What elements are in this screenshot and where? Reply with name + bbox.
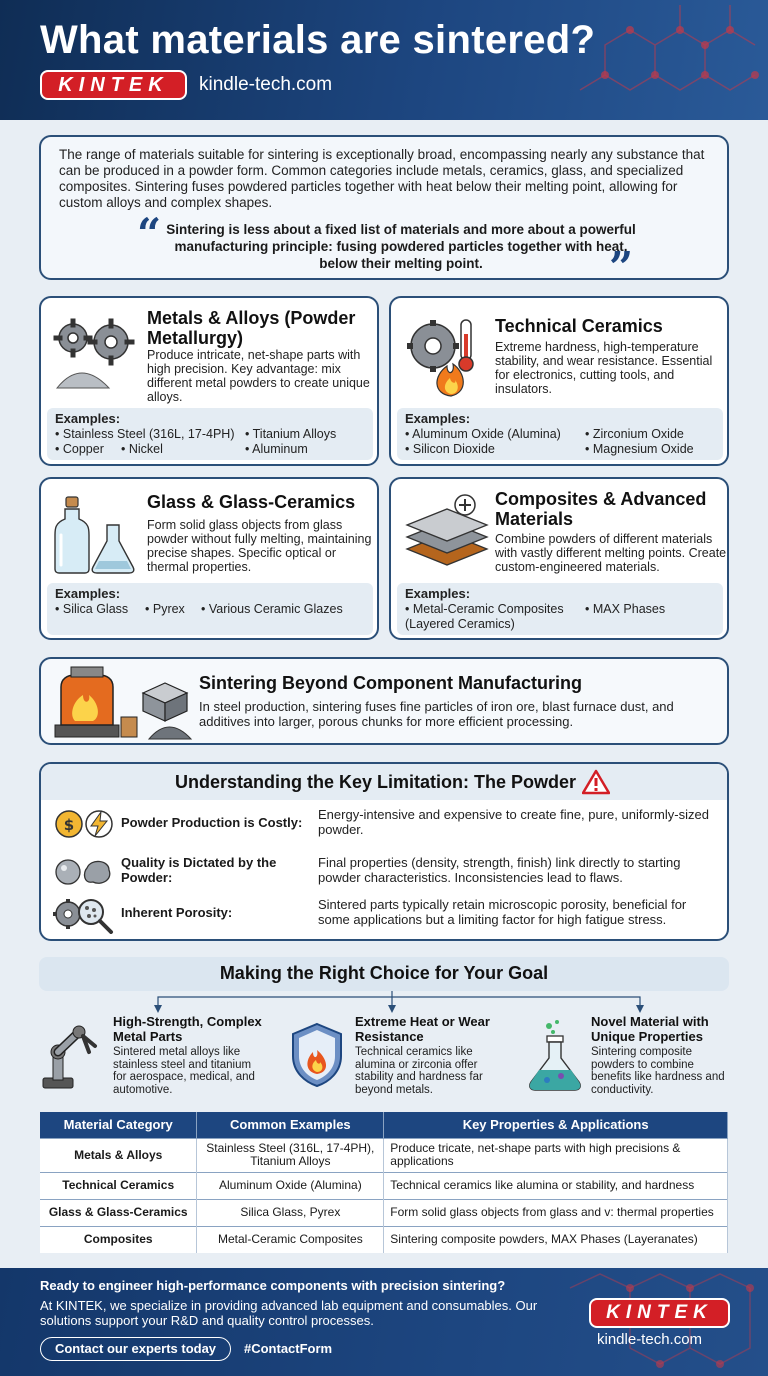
intro-quote: Sintering is less about a fixed list of materials and more about a powerful manufacturing principle: fusing powdered particles together with heat, below their melting point.	[166, 222, 636, 271]
example-item: Titanium Alloys	[252, 427, 337, 441]
glass-bottle-flask-icon	[53, 495, 137, 575]
site-url[interactable]: kindle-tech.com	[597, 1331, 703, 1348]
example-item: Zirconium Oxide	[592, 427, 684, 441]
example-item: Silicon Dioxide	[412, 442, 495, 456]
example-item: Silica Glass	[62, 602, 129, 616]
kintek-logo[interactable]	[42, 72, 185, 98]
thermometer-flame-icon	[403, 314, 485, 398]
glass-title: Glass & Glass-Ceramics	[147, 492, 356, 512]
choice-desc: Sintering composite powders to combine benefits like hardness and conductivity.	[591, 1046, 725, 1096]
table-cell: Technical Ceramics	[40, 1172, 197, 1199]
fire-shield-icon	[289, 1022, 345, 1088]
card-metals	[39, 296, 379, 466]
example-item: Aluminum	[252, 442, 308, 456]
card-glass	[39, 477, 379, 640]
limitation-desc: Energy-intensive and expensive to create fine, pure, uniformly-sized powder.	[318, 807, 709, 837]
example-item: Aluminum Oxide (Alumina)	[412, 427, 561, 441]
example-item: Various Ceramic Glazes	[208, 602, 343, 616]
table-header: Common Examples	[197, 1112, 384, 1138]
intro-paragraph: The range of materials suitable for sintering is exceptionally broad, encompassing nearly any substance that can be produced in a powder form. Common categories include metals, ceramics, glass, and specialized composites. Sintering fuses powdered particles together with heat below their melting point, allowing for custom alloys and complex shapes.	[59, 147, 705, 210]
choice-heading: Novel Material with Unique Properties	[591, 1014, 709, 1044]
footer-banner	[0, 1268, 768, 1376]
footer-headline: Ready to engineer high-performance components with precision sintering?	[40, 1278, 506, 1293]
layered-composite-icon	[403, 493, 489, 573]
table-header-row	[40, 1112, 728, 1138]
choice-desc: Technical ceramics like alumina or zirconia offer stability and hardness far beyond metals.	[355, 1046, 483, 1096]
gears-icon	[51, 316, 139, 392]
logo-text: KINTEK	[606, 1302, 713, 1323]
glass-examples: Examples: • Silica Glass • Pyrex • Various Ceramic Glazes	[47, 583, 373, 635]
card-composites	[389, 477, 729, 640]
table-row	[40, 1226, 728, 1253]
ceramics-desc: Extreme hardness, high-temperature stability, and wear resistance. Essential for electronics, cutting tools, and insulators.	[495, 340, 713, 396]
spheres-icon	[53, 856, 115, 888]
card-ceramics	[389, 296, 729, 466]
ceramics-examples: Examples: • Aluminum Oxide (Alumina) • Zirconium Oxide • Silicon Dioxide • Magnesium Oxide	[397, 408, 723, 460]
footer-body: At KINTEK, we specialize in providing advanced lab equipment and consumables. Our solutions support your R&D and quality control processes.	[40, 1298, 538, 1328]
robot-arm-icon	[39, 1024, 105, 1090]
beyond-title: Sintering Beyond Component Manufacturing	[199, 673, 582, 693]
beyond-desc: In steel production, sintering fuses fine particles of iron ore, blast furnace dust, and additives into larger, porous chunks for more efficient processing.	[199, 699, 674, 729]
logo-text: KINTEK	[58, 74, 169, 96]
flask-icon	[527, 1020, 585, 1092]
examples-label: Examples:	[405, 411, 471, 426]
contact-button[interactable]: Contact our experts today	[40, 1337, 231, 1361]
examples-label: Examples:	[55, 411, 121, 426]
ceramics-title: Technical Ceramics	[495, 316, 663, 336]
table-row	[40, 1138, 728, 1172]
examples-label: Examples:	[55, 586, 121, 601]
coin-lightning-icon	[53, 808, 115, 840]
limitation-title: Understanding the Key Limitation: The Powder	[175, 772, 577, 792]
example-item: Copper	[62, 442, 104, 456]
composites-title: Composites & Advanced Materials	[495, 489, 707, 529]
table-row	[40, 1172, 728, 1199]
limitation-row	[41, 892, 727, 941]
example-item: Metal-Ceramic Composites (Layered Ceramics)	[405, 602, 564, 631]
table-cell: Composites	[40, 1226, 197, 1253]
table-header: Key Properties & Applications	[384, 1112, 728, 1138]
warning-icon	[582, 769, 610, 795]
limitation-card	[39, 762, 729, 941]
table-row	[40, 1199, 728, 1226]
choice-heading: Extreme Heat or Wear Resistance	[355, 1014, 490, 1044]
table-cell: Produce tricate, net-shape parts with high precisions & applications	[384, 1138, 728, 1172]
page-title: What materials are sintered?	[40, 18, 596, 62]
beyond-card	[39, 657, 729, 745]
example-item: Nickel	[128, 442, 163, 456]
choice-items	[39, 1010, 729, 1105]
contact-form-tag[interactable]: #ContactForm	[244, 1341, 333, 1356]
limitation-desc: Final properties (density, strength, finish) link directly to starting powder characteristics. Inconsistencies lead to flaws.	[318, 855, 681, 885]
limitation-name: Quality is Dictated by the Powder:	[121, 855, 277, 885]
limitation-row	[41, 802, 727, 852]
metals-examples: Examples: • Stainless Steel (316L, 17-4PH) • Titanium Alloys • Copper • Nickel • Aluminum	[47, 408, 373, 460]
choice-desc: Sintered metal alloys like stainless steel and titanium for aerospace, medical, and automotive.	[113, 1046, 255, 1096]
table-cell: Sintering composite powders, MAX Phases (Layeranates)	[384, 1226, 728, 1253]
header-banner	[0, 0, 768, 120]
furnace-icon	[53, 665, 193, 741]
example-item: Pyrex	[152, 602, 185, 616]
table-header: Material Category	[40, 1112, 197, 1138]
table-cell: Glass & Glass-Ceramics	[40, 1199, 197, 1226]
limitation-name: Powder Production is Costly:	[121, 815, 303, 830]
limitation-name: Inherent Porosity:	[121, 905, 233, 920]
choice-heading: High-Strength, Complex Metal Parts	[113, 1014, 262, 1044]
composites-desc: Combine powders of different materials with vastly different melting points. Create custom-engineered materials.	[495, 532, 727, 574]
summary-table	[40, 1112, 728, 1253]
site-url[interactable]: kindle-tech.com	[199, 74, 333, 95]
limitation-desc: Sintered parts typically retain microscopic porosity, beneficial for some applications but a limiting factor for high fatigue stress.	[318, 897, 687, 927]
table-cell: Silica Glass, Pyrex	[197, 1199, 384, 1226]
example-item: Stainless Steel (316L, 17-4PH)	[62, 427, 235, 441]
metals-title: Metals & Alloys (Powder Metallurgy)	[147, 308, 356, 348]
intro-card	[39, 135, 729, 280]
composites-examples: Examples: • Metal-Ceramic Composites (Layered Ceramics) • MAX Phases	[397, 583, 723, 635]
magnifier-gear-icon	[53, 894, 115, 934]
table-cell: Metals & Alloys	[40, 1138, 197, 1172]
table-cell: Stainless Steel (316L, 17-4PH), Titanium Alloys	[197, 1138, 384, 1172]
choice-title: Making the Right Choice for Your Goal	[219, 963, 549, 983]
example-item: Magnesium Oxide	[592, 442, 694, 456]
table-cell: Metal-Ceramic Composites	[197, 1226, 384, 1253]
table-cell: Aluminum Oxide (Alumina)	[197, 1172, 384, 1199]
open-quote-icon: “	[137, 209, 162, 258]
example-item: MAX Phases	[592, 602, 666, 616]
metals-desc: Produce intricate, net-shape parts with high precision. Key advantage: mix different metal powders to create unique alloys.	[147, 348, 370, 404]
glass-desc: Form solid glass objects from glass powder without fully melting, maintaining precise shapes. Specific optical or thermal properties.	[147, 518, 372, 574]
svg-text:$: $	[63, 816, 75, 834]
close-quote-icon: ”	[609, 243, 634, 280]
table-cell: Technical ceramics like alumina or stability, and hardness	[384, 1172, 728, 1199]
table-cell: Form solid glass objects from glass and v: thermal properties	[384, 1199, 728, 1226]
examples-label: Examples:	[405, 586, 471, 601]
kintek-logo[interactable]	[591, 1300, 728, 1326]
